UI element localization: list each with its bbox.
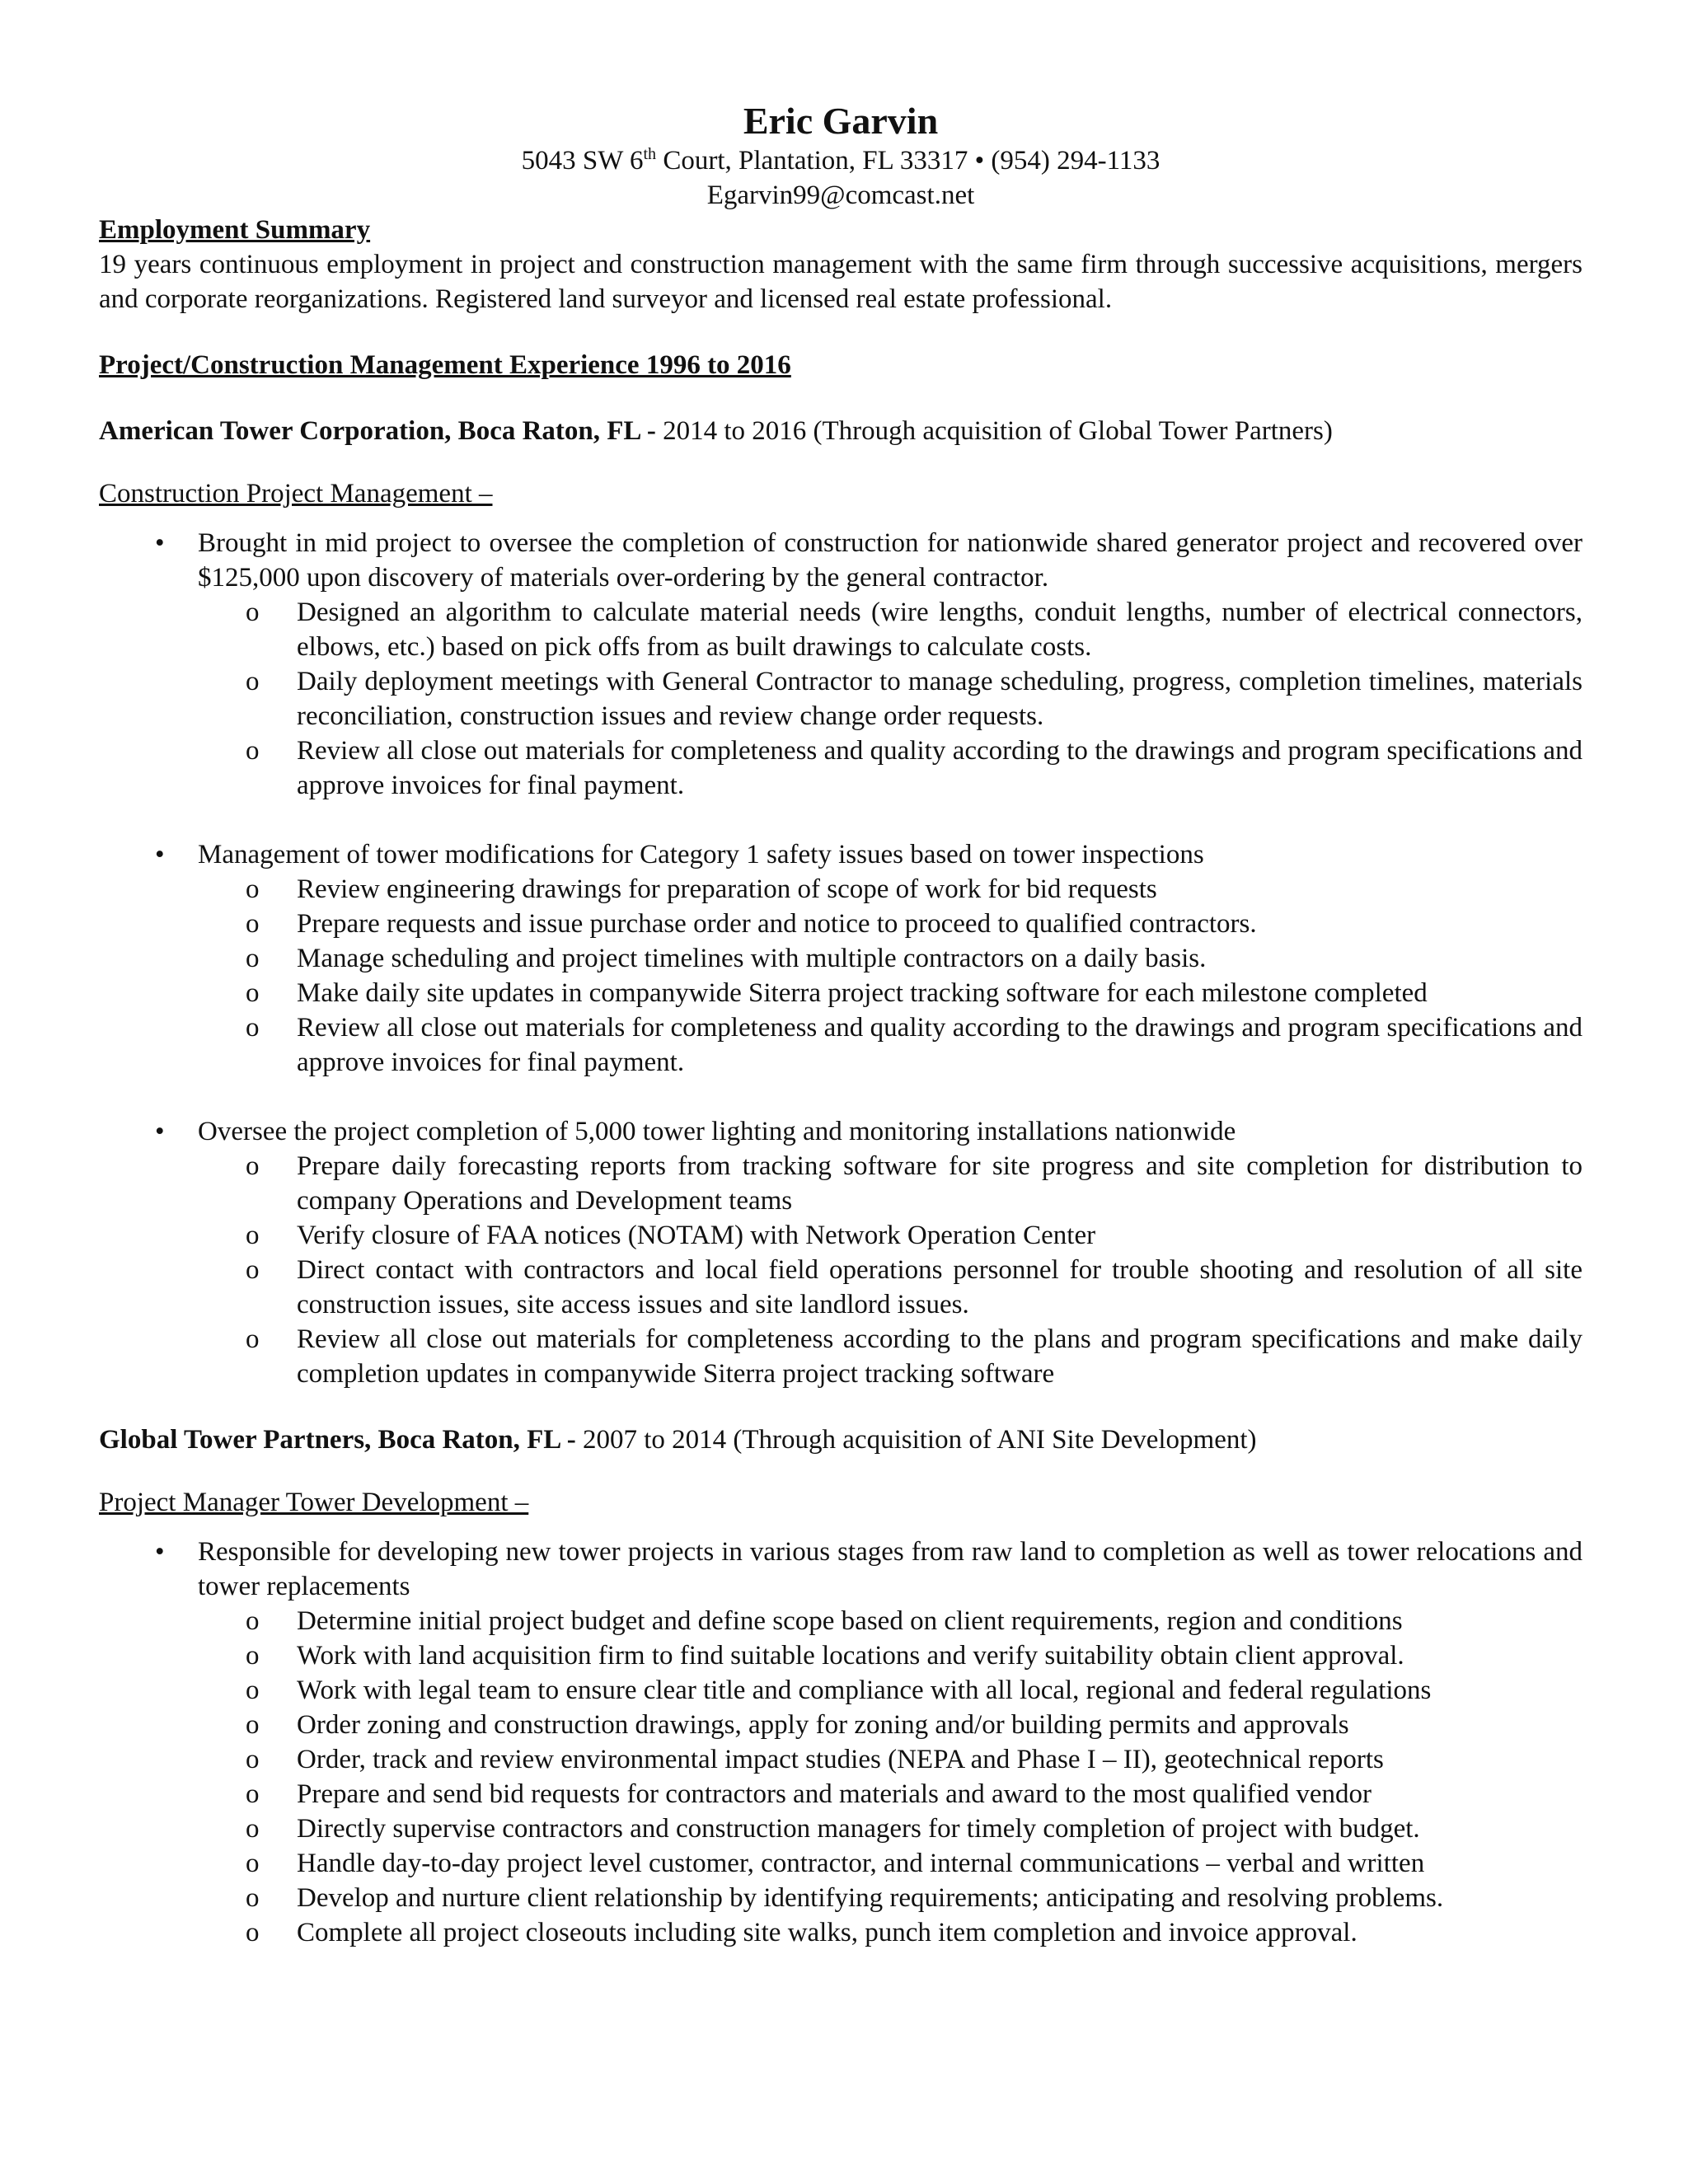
list-item <box>99 837 1582 1080</box>
bullet-text: Management of tower modifications for Category 1 safety issues based on tower inspections <box>198 840 1204 869</box>
sub-list-item <box>99 1638 1582 1673</box>
sub-list-item <box>99 1881 1582 1915</box>
sub-list-item <box>99 976 1582 1010</box>
circle-bullet-icon: o <box>246 736 260 766</box>
sub-bullet-text: Prepare and send bid requests for contractors and materials and award to the most qualified vendor <box>297 1779 1372 1809</box>
job-bullets <box>99 1535 1582 1950</box>
sub-bullets <box>198 1604 1582 1950</box>
sub-list-item <box>99 1673 1582 1708</box>
sub-list-item <box>99 1218 1582 1253</box>
circle-bullet-icon: o <box>246 874 260 904</box>
sub-bullet-text: Manage scheduling and project timelines with multiple contractors on a daily basis. <box>297 944 1207 973</box>
sub-list-item <box>99 1777 1582 1811</box>
circle-bullet-icon: o <box>246 598 260 627</box>
sub-bullet-text: Work with land acquisition firm to find suitable locations and verify suitability obtain client approval. <box>297 1641 1404 1671</box>
sub-list-item <box>99 664 1582 733</box>
sub-bullet-text: Review all close out materials for completeness and quality according to the drawings and program specifications and approve invoices for final payment. <box>297 736 1582 800</box>
jobs-list <box>99 414 1582 1950</box>
sub-bullets <box>198 1149 1582 1391</box>
sub-bullet-text: Verify closure of FAA notices (NOTAM) with Network Operation Center <box>297 1221 1096 1250</box>
job-dates: 2014 to 2016 (Through acquisition of Global Tower Partners) <box>655 416 1333 446</box>
sub-list-item <box>99 733 1582 803</box>
circle-bullet-icon: o <box>246 978 260 1008</box>
sub-bullet-text: Determine initial project budget and define scope based on client requirements, region and conditions <box>297 1606 1403 1636</box>
circle-bullet-icon: o <box>246 1324 260 1354</box>
contact-email: Egarvin99@comcast.net <box>706 180 975 210</box>
summary-text: 19 years continuous employment in project and construction management with the same firm through successive acquisitions, mergers and corporate reorganizations. Registered land surveyor and licensed real estate professional. <box>99 250 1582 314</box>
sub-bullet-text: Review all close out materials for completeness and quality according to the drawings and program specifications and approve invoices for final payment. <box>297 1013 1582 1077</box>
circle-bullet-icon: o <box>246 944 260 973</box>
list-item <box>99 526 1582 803</box>
bullet-text: Responsible for developing new tower projects in various stages from raw land to completion as well as tower relocations and tower replacements <box>198 1537 1582 1601</box>
bullet-icon: • <box>155 1537 165 1567</box>
sub-list-item <box>99 1915 1582 1950</box>
circle-bullet-icon: o <box>246 1779 260 1809</box>
bullet-icon: • <box>155 1117 165 1146</box>
sub-bullets <box>198 872 1582 1080</box>
job-company-line <box>99 1422 1582 1457</box>
sub-bullet-text: Order, track and review environmental impact studies (NEPA and Phase I – II), geotechnical reports <box>297 1745 1384 1774</box>
job-company-line <box>99 414 1582 448</box>
job-dates: 2007 to 2014 (Through acquisition of ANI Site Development) <box>575 1425 1257 1455</box>
sub-bullet-text: Order zoning and construction drawings, apply for zoning and/or building permits and approvals <box>297 1710 1349 1740</box>
bullet-text: Oversee the project completion of 5,000 tower lighting and monitoring installations nationwide <box>198 1117 1236 1146</box>
circle-bullet-icon: o <box>246 1255 260 1285</box>
circle-bullet-icon: o <box>246 1710 260 1740</box>
sub-bullet-text: Make daily site updates in companywide Siterra project tracking software for each milestone completed <box>297 978 1428 1008</box>
circle-bullet-icon: o <box>246 1918 260 1947</box>
sub-list-item <box>99 1604 1582 1638</box>
sub-bullet-text: Prepare daily forecasting reports from tracking software for site progress and site completion for distribution to company Operations and Development teams <box>297 1151 1582 1216</box>
circle-bullet-icon: o <box>246 1221 260 1250</box>
address-ordinal-suffix: th <box>643 145 657 163</box>
sub-list-item <box>99 1149 1582 1218</box>
circle-bullet-icon: o <box>246 1814 260 1844</box>
job-company: American Tower Corporation, Boca Raton, FL - <box>99 416 656 446</box>
sub-bullets <box>198 595 1582 803</box>
sub-list-item <box>99 1811 1582 1846</box>
circle-bullet-icon: o <box>246 1641 260 1671</box>
sub-list-item <box>99 872 1582 907</box>
sub-list-item <box>99 1322 1582 1391</box>
job-role: Project Manager Tower Development – <box>99 1488 529 1517</box>
circle-bullet-icon: o <box>246 1013 260 1043</box>
sub-bullet-text: Develop and nurture client relationship by identifying requirements; anticipating and resolving problems. <box>297 1883 1444 1913</box>
sub-bullet-text: Complete all project closeouts including site walks, punch item completion and invoice approval. <box>297 1918 1357 1947</box>
sub-bullet-text: Work with legal team to ensure clear title and compliance with all local, regional and federal regulations <box>297 1675 1432 1705</box>
sub-bullet-text: Prepare requests and issue purchase order and notice to proceed to qualified contractors. <box>297 909 1257 939</box>
sub-list-item <box>99 1742 1582 1777</box>
sub-bullet-text: Review engineering drawings for preparation of scope of work for bid requests <box>297 874 1157 904</box>
job-role: Construction Project Management – <box>99 479 493 509</box>
sub-list-item <box>99 1253 1582 1322</box>
sub-bullet-text: Handle day-to-day project level customer, contractor, and internal communications – verbal and written <box>297 1849 1425 1878</box>
sub-bullet-text: Direct contact with contractors and local field operations personnel for trouble shooting and resolution of all site construction issues, site access issues and site landlord issues. <box>297 1255 1582 1319</box>
contact-address <box>99 143 1582 178</box>
sub-list-item <box>99 1846 1582 1881</box>
sub-list-item <box>99 595 1582 664</box>
job-bullets <box>99 526 1582 1391</box>
resume-header <box>99 99 1582 213</box>
address-rest-phone: Court, Plantation, FL 33317 • (954) 294-1133 <box>656 146 1160 176</box>
bullet-icon: • <box>155 528 165 558</box>
address-street-number: 5043 SW 6 <box>521 146 644 176</box>
circle-bullet-icon: o <box>246 909 260 939</box>
sub-bullet-text: Review all close out materials for completeness according to the plans and program specifications and make daily completion updates in companywide Siterra project tracking software <box>297 1324 1582 1389</box>
circle-bullet-icon: o <box>246 1745 260 1774</box>
circle-bullet-icon: o <box>246 1883 260 1913</box>
list-item <box>99 1114 1582 1391</box>
circle-bullet-icon: o <box>246 667 260 696</box>
circle-bullet-icon: o <box>246 1606 260 1636</box>
job-company: Global Tower Partners, Boca Raton, FL - <box>99 1425 576 1455</box>
summary-heading: Employment Summary <box>99 215 371 245</box>
sub-list-item <box>99 1708 1582 1742</box>
sub-list-item <box>99 1010 1582 1080</box>
bullet-text: Brought in mid project to oversee the completion of construction for nationwide shared generator project and recovered over $125,000 upon discovery of materials over-ordering by the general contractor. <box>198 528 1582 593</box>
sub-bullet-text: Daily deployment meetings with General Contractor to manage scheduling, progress, completion timelines, materials reconciliation, construction issues and review change order requests. <box>297 667 1582 731</box>
candidate-name: Eric Garvin <box>743 100 939 142</box>
sub-bullet-text: Designed an algorithm to calculate material needs (wire lengths, conduit lengths, number of electrical connectors, elbows, etc.) based on pick offs from as built drawings to calculate costs. <box>297 598 1582 662</box>
bullet-icon: • <box>155 840 165 869</box>
sub-list-item <box>99 907 1582 941</box>
circle-bullet-icon: o <box>246 1151 260 1181</box>
sub-list-item <box>99 941 1582 976</box>
circle-bullet-icon: o <box>246 1849 260 1878</box>
resume-page <box>99 99 1582 1950</box>
sub-bullet-text: Directly supervise contractors and construction managers for timely completion of project with budget. <box>297 1814 1420 1844</box>
experience-heading: Project/Construction Management Experience 1996 to 2016 <box>99 350 791 380</box>
circle-bullet-icon: o <box>246 1675 260 1705</box>
list-item <box>99 1535 1582 1950</box>
